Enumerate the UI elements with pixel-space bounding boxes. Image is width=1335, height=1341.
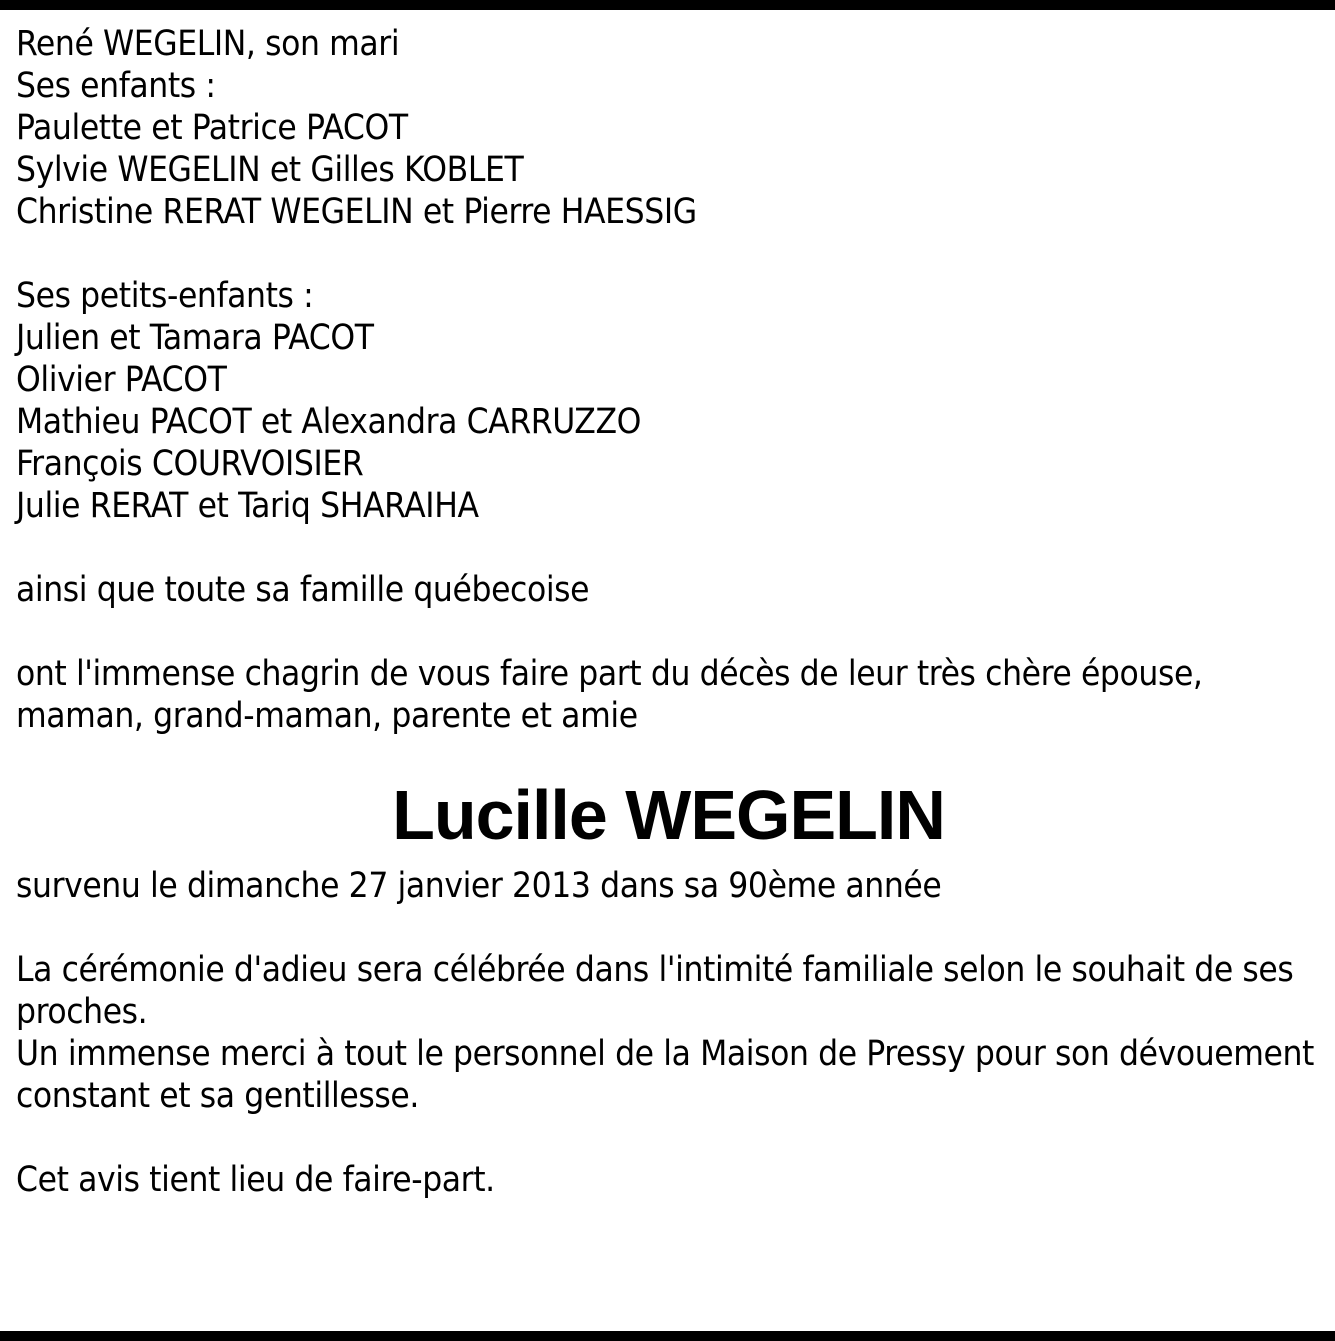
ceremony-line: La cérémonie d'adieu sera célébrée dans l'intimité familiale selon le souhait de ses	[16, 950, 1294, 990]
extended-family-line: ainsi que toute sa famille québecoise	[16, 570, 590, 610]
spacer	[16, 1117, 1321, 1159]
child-line: Paulette et Patrice PACOT	[16, 108, 408, 148]
bottom-border-rule	[0, 1331, 1335, 1341]
death-info-line: survenu le dimanche 27 janvier 2013 dans sa 90ème année	[16, 866, 942, 906]
grandchild-line: Julie RERAT et Tariq SHARAIHA	[16, 486, 479, 526]
grandchild-line: Mathieu PACOT et Alexandra CARRUZZO	[16, 402, 642, 442]
obituary-notice	[16, 23, 1321, 1201]
husband-line: René WEGELIN, son mari	[16, 24, 400, 64]
spacer	[16, 527, 1321, 569]
child-line: Christine RERAT WEGELIN et Pierre HAESSIG	[16, 192, 697, 232]
spacer	[16, 611, 1321, 653]
deceased-name: Lucille WEGELIN	[392, 776, 945, 854]
top-border-rule	[0, 0, 1335, 10]
grandchildren-heading: Ses petits-enfants :	[16, 276, 314, 316]
grandchild-line: François COURVOISIER	[16, 444, 364, 484]
announcement-line: ont l'immense chagrin de vous faire part du décès de leur très chère épouse,	[16, 654, 1203, 694]
spacer	[16, 907, 1321, 949]
ceremony-line: proches.	[16, 992, 148, 1032]
announcement-line: maman, grand-maman, parente et amie	[16, 696, 638, 736]
grandchild-line: Olivier PACOT	[16, 360, 227, 400]
spacer	[16, 233, 1321, 275]
child-line: Sylvie WEGELIN et Gilles KOBLET	[16, 150, 524, 190]
thanks-line: constant et sa gentillesse.	[16, 1076, 419, 1116]
thanks-line: Un immense merci à tout le personnel de la Maison de Pressy pour son dévouement	[16, 1034, 1314, 1074]
closing-line: Cet avis tient lieu de faire-part.	[16, 1160, 495, 1200]
children-heading: Ses enfants :	[16, 66, 216, 106]
grandchild-line: Julien et Tamara PACOT	[16, 318, 374, 358]
